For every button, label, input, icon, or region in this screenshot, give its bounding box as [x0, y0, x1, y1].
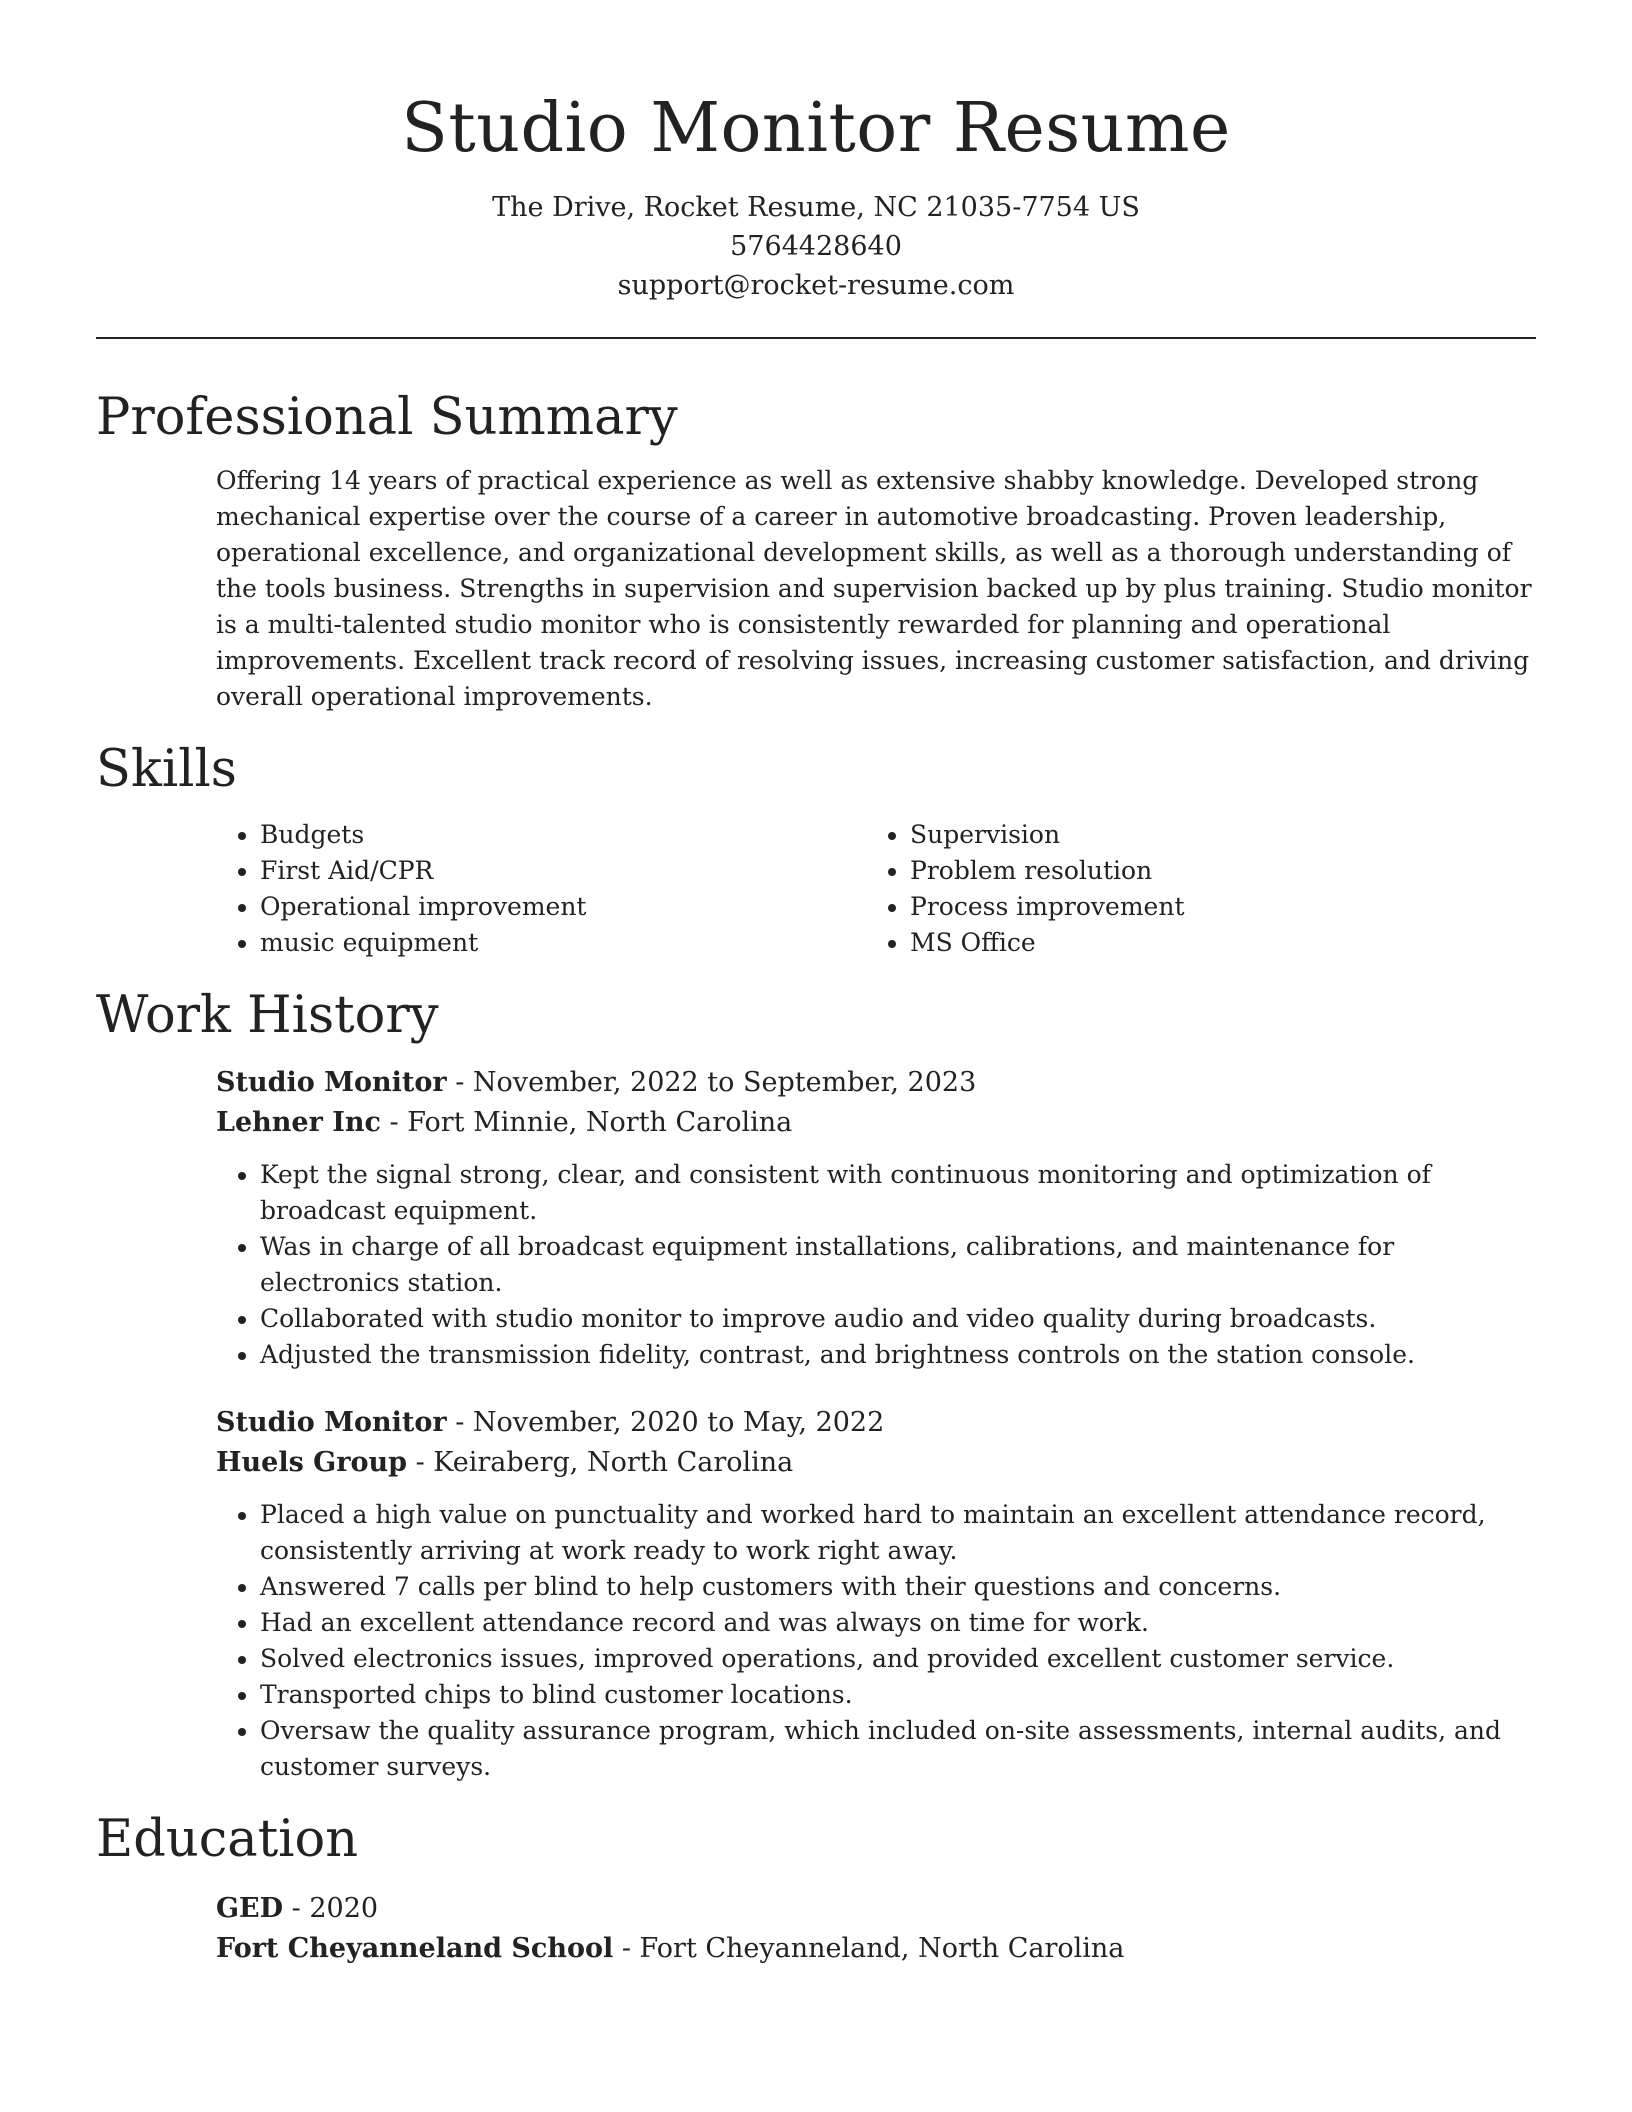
education-heading: Education: [96, 1810, 359, 1869]
education-section: [96, 1807, 1536, 1969]
job-bullet: • Answered 7 calls per blind to help customers with their questions and concerns.: [260, 1569, 1536, 1605]
contact-phone: 5764428640: [730, 231, 902, 262]
summary-heading: Professional Summary: [96, 388, 678, 447]
skill-item: • First Aid/CPR: [260, 853, 866, 889]
skill-item: • Budgets: [260, 817, 866, 853]
job-bullets: [216, 1497, 1536, 1785]
job-bullet: • Oversaw the quality assurance program, which included on-site assessments, internal audits, and customer surveys.: [260, 1713, 1536, 1785]
skills-column-right: [866, 817, 1516, 961]
job-bullet: • Placed a high value on punctuality and worked hard to maintain an excellent attendance record, consistently arriving at work ready to work right away.: [260, 1497, 1536, 1569]
job-bullet: • Adjusted the transmission fidelity, contrast, and brightness controls on the station console.: [260, 1337, 1536, 1373]
job-company: Lehner Inc: [216, 1107, 381, 1138]
education-school-line: [216, 1929, 1536, 1969]
contact-address: The Drive, Rocket Resume, NC 21035-7754 US: [492, 192, 1140, 223]
summary-section: [96, 385, 1536, 715]
job-role: Studio Monitor: [216, 1407, 447, 1438]
job-company: Huels Group: [216, 1447, 407, 1478]
skill-item: • Problem resolution: [910, 853, 1516, 889]
job-location: - Fort Minnie, North Carolina: [380, 1107, 793, 1138]
contact-block: [96, 188, 1536, 305]
education-degree-line: [216, 1889, 1536, 1929]
education-school: Fort Cheyanneland School: [216, 1933, 614, 1964]
job-bullet: • Was in charge of all broadcast equipment installations, calibrations, and maintenance for electronics station.: [260, 1229, 1536, 1301]
work-history-heading: Work History: [96, 986, 439, 1045]
job-bullet: • Collaborated with studio monitor to improve audio and video quality during broadcasts.: [260, 1301, 1536, 1337]
skills-section: [96, 737, 1536, 961]
skill-item: • Supervision: [910, 817, 1516, 853]
skill-item: • music equipment: [260, 925, 866, 961]
job-bullet: • Transported chips to blind customer locations.: [260, 1677, 1536, 1713]
job-bullets: [216, 1157, 1536, 1373]
skills-grid: [216, 817, 1536, 961]
job-location: - Keiraberg, North Carolina: [406, 1447, 794, 1478]
skill-item: • MS Office: [910, 925, 1516, 961]
work-history-section: [96, 983, 1536, 1785]
skill-item: • Operational improvement: [260, 889, 866, 925]
job-role: Studio Monitor: [216, 1067, 447, 1098]
skills-column-left: [216, 817, 866, 961]
job-entry: [216, 1063, 1536, 1373]
summary-text: Offering 14 years of practical experience as well as extensive shabby knowledge. Developed strong mechanical expertise over the course of a career in automotive broadcasting. Proven leadership, operational excellence, and organizational development skills, as well as a thorough understanding of the tools business. Strengths in supervision and supervision backed up by plus training. Studio monitor is a multi-talented studio monitor who is consistently rewarded for planning and operational improvements. Excellent track record of resolving issues, increasing customer satisfaction, and driving overall operational improvements.: [216, 466, 1532, 711]
job-dates: - November, 2020 to May, 2022: [446, 1407, 885, 1438]
skills-heading: Skills: [96, 740, 237, 799]
education-degree: GED: [216, 1893, 284, 1924]
job-bullet: • Kept the signal strong, clear, and consistent with continuous monitoring and optimization of broadcast equipment.: [260, 1157, 1536, 1229]
job-dates: - November, 2022 to September, 2023: [446, 1067, 977, 1098]
job-title-line: [216, 1403, 1536, 1443]
job-company-line: [216, 1443, 1536, 1483]
job-entry: [216, 1403, 1536, 1785]
education-entry: [216, 1889, 1536, 1969]
skill-item: • Process improvement: [910, 889, 1516, 925]
resume-title: Studio Monitor Resume: [401, 89, 1231, 168]
resume-header: [96, 0, 1536, 305]
job-bullet: • Solved electronics issues, improved operations, and provided excellent customer service.: [260, 1641, 1536, 1677]
job-bullet: • Had an excellent attendance record and was always on time for work.: [260, 1605, 1536, 1641]
contact-email: support@rocket-resume.com: [617, 270, 1015, 301]
education-location: - Fort Cheyanneland, North Carolina: [613, 1933, 1125, 1964]
header-divider: [96, 337, 1536, 339]
education-year: - 2020: [283, 1893, 379, 1924]
job-company-line: [216, 1103, 1536, 1143]
job-title-line: [216, 1063, 1536, 1103]
